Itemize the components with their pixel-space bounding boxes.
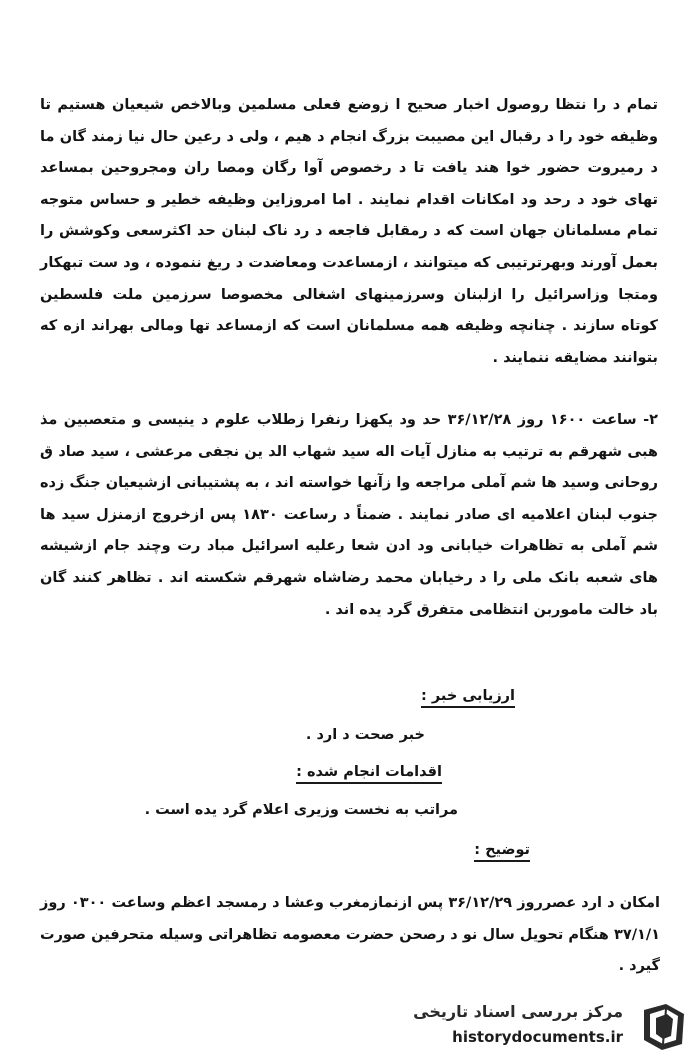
actions-text: مراتب به نخست وزیری اعلام گرد یده است . <box>144 802 458 818</box>
watermark-title: مرکز بررسی اسناد تاریخی <box>413 1002 623 1021</box>
watermark-url: historydocuments.ir <box>452 1028 623 1046</box>
actions-heading: اقدامات انجام شده : <box>296 764 442 784</box>
evaluation-text: خبر صحت د ارد . <box>305 727 425 743</box>
book-page-icon <box>636 1000 692 1054</box>
evaluation-heading: ارزیابی خبر : <box>421 688 515 708</box>
paragraph-1: تمام د را نتظا روصول اخبار صحیح ا زوضع فعلی مسلمین وبالاخص شیعیان هستیم تا وظیفه خود را د رقبال این مصیبت بزرگ انجام د هیم ، ولی د رعین حال نیا زمند گان ما د رمیروت حضور خوا هند یافت تا د رخصوص آوا رگان ومصا ران ومجروحین بمساعد تهای خود د رحد ود امکانات اقدام نمایند . اما امروزاین وظیفه خطیر و حساس متوجه تمام مسلمانان جهان است که د رمقابل فاجعه د رد ناک لبنان حد اکثرسعی وکوشش را بعمل آورند وبهرترتیبی که میتوانند ، ازمساعدت ومعاضدت د ریغ ننموده ، ود ست تبهکار ومتجا وزاسرائیل را ازلبنان وسرزمینهای اشغالی مخصوصا سرزمین ملت فلسطین کوتاه سازند . چنانچه وظیفه همه مسلمانان است که ازمساعد تها ومالی بهراند ازه که بتوانند مضایقه ننمایند . <box>40 97 658 366</box>
watermark <box>408 1000 698 1056</box>
paragraph-2: ۲- ساعت ۱۶۰۰ روز ۳۶/۱۲/۲۸ حد ود یکهزا رنفرا زطلاب علوم د ینیسی و متعصبین مذ هبی شهرقم به ترتیب به منازل آیات اله سید شهاب الد ین نجفی مرعشی ، سید صاد ق روحانی وسید ها شم آملی مراجعه وا زآنها خواسته اند ، به پشتیبانی ازشیعیان جنگ زده جنوب لبنان اعلامیه ای صادر نمایند . ضمناً د رساعت ۱۸۳۰ پس ازخروج ازمنزل سید ها شم آملی به تظاهرات خیابانی ود ادن شعا رعلیه اسرائیل مباد رت وچند جام ازشیشه های شعبه بانک ملی را د رخیابان محمد رضاشاه شهرقم شکسته اند . تظاهر کنند گان باد خالت ماموربن انتظامی متفرق گرد یده اند . <box>40 412 658 618</box>
paragraph-3: امکان د ارد عصرروز ۳۶/۱۲/۲۹ پس ازنمازمغرب وعشا د رمسجد اعظم وساعت ۰۳۰۰ روز ۳۷/۱/۱ هنگام تحویل سال نو د رصحن حضرت معصومه تظاهراتی وسیله متحرفین صورت گیرد . <box>40 895 660 975</box>
explanation-heading: توضیح : <box>474 842 530 862</box>
